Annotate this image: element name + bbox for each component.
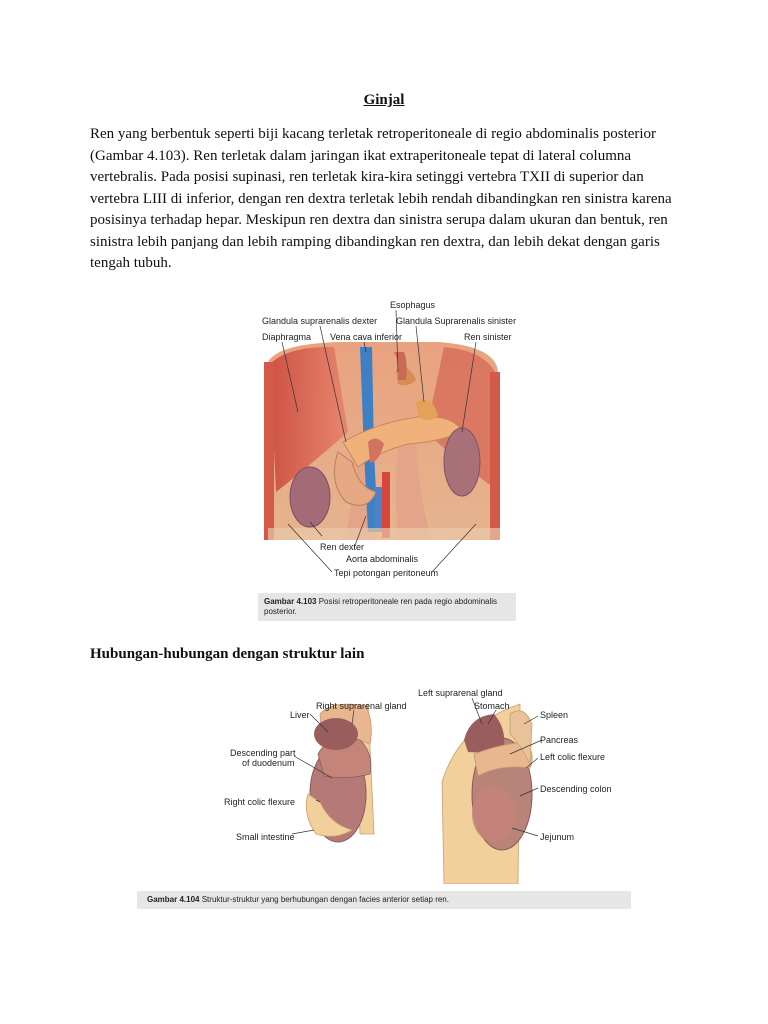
label-left-colic-flexure: Left colic flexure (540, 752, 606, 762)
caption-text: Posisi retroperitoneale ren pada regio abdominalis posterior. (264, 597, 498, 616)
label-right-suprarenal-gland: Right suprarenal gland (316, 701, 407, 711)
intro-paragraph: Ren yang berbentuk seperti biji kacang terletak retroperitoneale di regio abdominalis posterior (Gambar 4.103). Ren terletak dalam jaringan ikat extraperitoneale tepat di lateral columna vertebralis. Pada posisi supinasi, ren terletak kira-kira setinggi vertebra TXII di superior dan vertebra LIII di inferior, dengan ren dextra terletak lebih rendah dibandingkan ren sinistra karena posisinya terhadap hepar. Meskipun ren dextra dan sinistra serupa dalam ukuran dan bentuk, ren sinistra lebih panjang dan lebih ramping dibandingkan ren dextra, dan lebih dekat dengan garis tengah tubuh. (90, 126, 672, 271)
label-of-duodenum: of duodenum (242, 758, 295, 768)
label-glandula-suprarenalis-dexter: Glandula suprarenalis dexter (262, 316, 378, 326)
label-glandula-suprarenalis-sinister: Glandula Suprarenalis sinister (396, 316, 517, 326)
label-jejunum: Jejunum (540, 832, 575, 842)
figure-4-103-caption (258, 593, 516, 621)
figure-4-103 (248, 292, 518, 622)
label-left-suprarenal-gland: Left suprarenal gland (418, 688, 503, 698)
label-small-intestine: Small intestine (236, 832, 295, 842)
caption-number: Gambar 4.104 (147, 895, 200, 904)
caption-number: Gambar 4.103 (264, 597, 317, 606)
label-right-colic-flexure: Right colic flexure (224, 797, 296, 807)
label-liver: Liver (290, 710, 310, 720)
page-title: Ginjal (363, 92, 405, 108)
label-descending-colon: Descending colon (540, 784, 612, 794)
label-vena-cava-inferior: Vena cava inferior (330, 332, 403, 342)
figure-4-104 (220, 684, 620, 884)
caption-text: Struktur-struktur yang berhubungan dengan facies anterior setiap ren. (201, 895, 449, 904)
label-diaphragma: Diaphragma (262, 332, 312, 342)
label-pancreas: Pancreas (540, 735, 579, 745)
section-heading: Hubungan-hubungan dengan struktur lain (90, 646, 365, 662)
label-ren-sinister: Ren sinister (464, 332, 512, 342)
figure-4-104-caption (137, 891, 631, 909)
label-aorta-abdominalis: Aorta abdominalis (346, 554, 419, 564)
label-spleen: Spleen (540, 710, 569, 720)
label-stomach: Stomach (474, 701, 510, 711)
label-ren-dexter: Ren dexter (320, 542, 365, 552)
label-descending-part: Descending part (230, 748, 296, 758)
label-esophagus: Esophagus (390, 300, 436, 310)
label-tepi-potongan-peritoneum: Tepi potongan peritoneum (334, 568, 439, 578)
